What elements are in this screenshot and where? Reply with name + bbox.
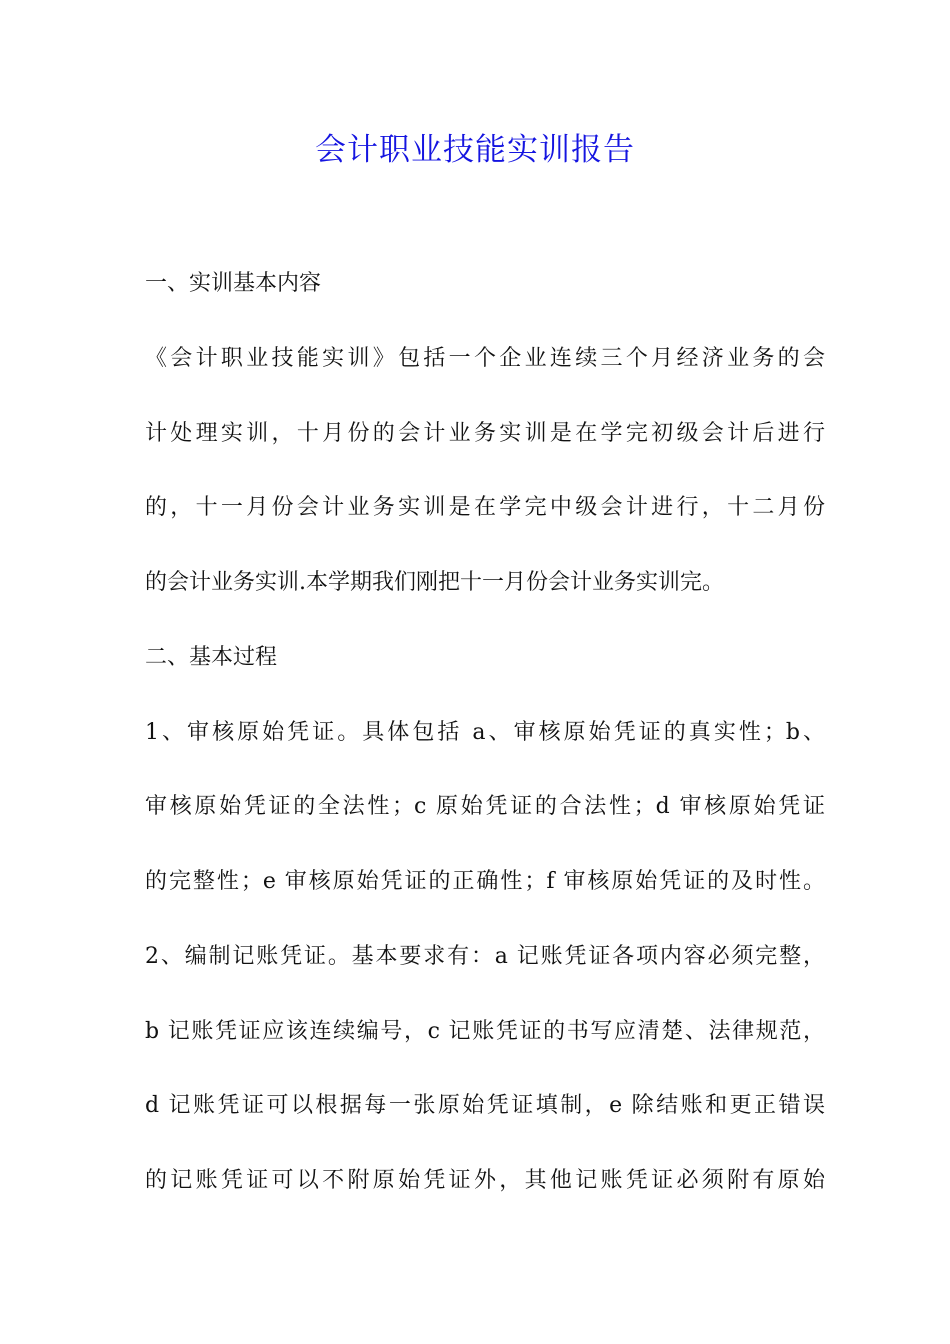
section-heading-1: 一、实训基本内容 — [145, 271, 322, 296]
paragraph-line: 的记账凭证可以不附原始凭证外，其他记账凭证必须附有原始 — [145, 1168, 825, 1193]
document-title: 会计职业技能实训报告 — [315, 132, 635, 168]
paragraph-line: d 记账凭证可以根据每一张原始凭证填制，e 除结账和更正错误 — [145, 1093, 825, 1118]
paragraph-line: 1、审核原始凭证。具体包括 a、审核原始凭证的真实性；b、 — [145, 720, 825, 745]
paragraph-line: 的完整性；e 审核原始凭证的正确性；f 审核原始凭证的及时性。 — [145, 869, 825, 894]
section-heading-2: 二、基本过程 — [145, 645, 278, 670]
paragraph-line: 审核原始凭证的全法性；c 原始凭证的合法性；d 审核原始凭证 — [145, 794, 825, 819]
paragraph-line: 计处理实训，十月份的会计业务实训是在学完初级会计后进行 — [145, 421, 825, 446]
paragraph-line: b 记账凭证应该连续编号，c 记账凭证的书写应清楚、法律规范， — [145, 1019, 825, 1044]
paragraph-line: 2、编制记账凭证。基本要求有：a 记账凭证各项内容必须完整， — [145, 944, 825, 969]
paragraph-line: 的会计业务实训.本学期我们刚把十一月份会计业务实训完。 — [145, 570, 724, 595]
paragraph-line: 的，十一月份会计业务实训是在学完中级会计进行，十二月份 — [145, 495, 825, 520]
paragraph-line: 《会计职业技能实训》包括一个企业连续三个月经济业务的会 — [145, 346, 825, 371]
